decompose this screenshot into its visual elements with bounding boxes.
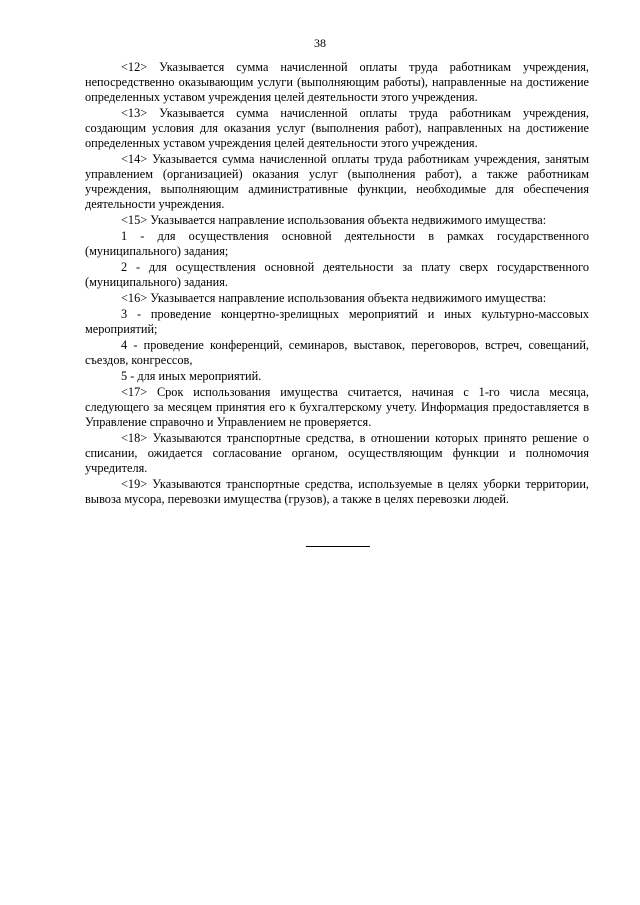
footnote-16-item-5: 5 - для иных мероприятий. [121, 369, 262, 383]
footnote-18: <18> Указываются транспортные средства, в отношении которых принято решение о списании, ожидается согласование органом, осуществляющим функции и полномочия учредителя. [85, 431, 589, 475]
footnote-16: <16> Указывается направление использования объекта недвижимого имущества: [121, 291, 547, 305]
page-number: 38 [314, 36, 326, 50]
footnote-14: <14> Указывается сумма начисленной оплаты труда работникам учреждения, занятым управлением (организацией) оказания услуг (выполнения работ), а также работникам учреждения, выполняющим административные функции, необходимые для обеспечения деятельности учреждения. [85, 152, 589, 211]
footnote-12: <12> Указывается сумма начисленной оплаты труда работникам учреждения, непосредственно оказывающим услуги (выполняющим работы), направленные на достижение определенных уставом учреждения целей деятельности этого учреждения. [85, 60, 589, 104]
footnote-16-item-3: 3 - проведение концертно-зрелищных мероприятий и иных культурно-массовых мероприятий; [85, 307, 589, 336]
end-of-text-rule [306, 546, 370, 547]
footnote-15: <15> Указывается направление использования объекта недвижимого имущества: [121, 213, 547, 227]
footnote-13: <13> Указывается сумма начисленной оплаты труда работникам учреждения, создающим условия для оказания услуг (выполнения работ), направленных на достижение определенных уставом учреждения целей деятельности этого учреждения. [85, 106, 589, 150]
footnote-15-item-2: 2 - для осуществления основной деятельности за плату сверх государственного (муниципального) задания. [85, 260, 589, 289]
footnote-16-item-4: 4 - проведение конференций, семинаров, выставок, переговоров, встреч, совещаний, съездов, конгрессов, [85, 338, 589, 367]
footnote-17: <17> Срок использования имущества считается, начиная с 1-го числа месяца, следующего за месяцем принятия его к бухгалтерскому учету. Информация предоставляется в Управление справочно и Управлением не проверяется. [85, 385, 589, 429]
footnotes-block [85, 60, 589, 508]
footnote-19: <19> Указываются транспортные средства, используемые в целях уборки территории, вывоза мусора, перевозки имущества (грузов), а также в целях перевозки людей. [85, 477, 589, 506]
footnote-15-item-1: 1 - для осуществления основной деятельности в рамках государственного (муниципального) задания; [85, 229, 589, 258]
